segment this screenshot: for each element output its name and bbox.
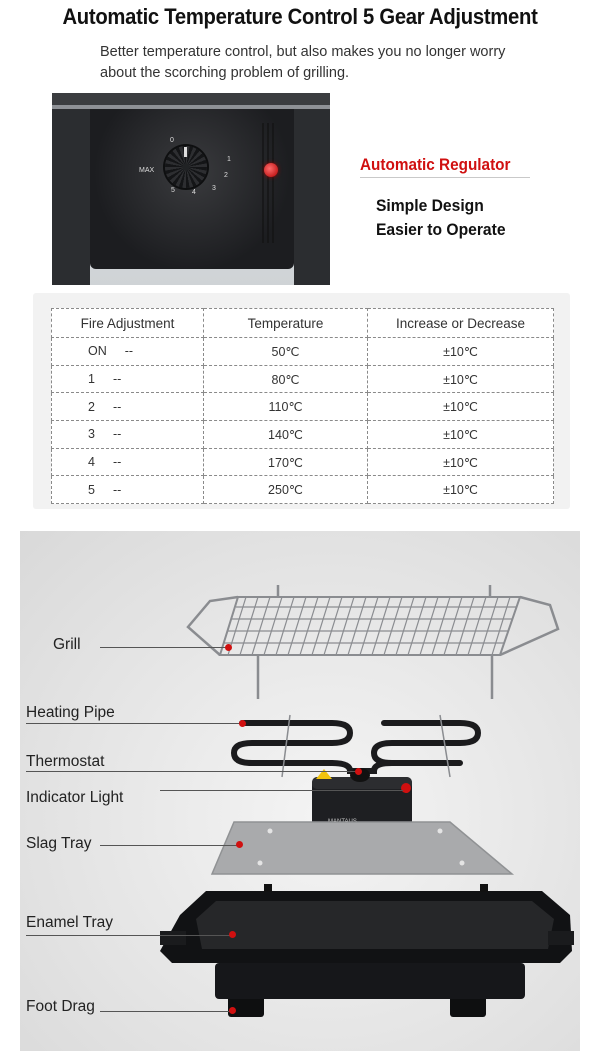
cell-temperature: 50℃ <box>204 338 368 366</box>
cell-delta: ±10℃ <box>368 338 554 366</box>
level-dash: -- <box>112 455 122 470</box>
level-dash: -- <box>112 482 122 497</box>
fire-adjustment-table <box>51 308 554 504</box>
cell-level <box>52 393 204 421</box>
level-value: ON <box>88 344 107 359</box>
label-enamel-tray: Enamel Tray <box>26 914 114 931</box>
marker-slag-tray <box>236 841 243 848</box>
level-dash: -- <box>124 344 134 359</box>
indicator-lamp <box>264 163 278 177</box>
dial-mark-3: 3 <box>212 185 216 192</box>
marker-indicator-light <box>403 786 410 793</box>
label-indicator-light: Indicator Light <box>26 789 124 806</box>
header-fire-adjustment: Fire Adjustment <box>52 309 204 338</box>
foot-drag <box>215 963 525 1017</box>
leader-grill <box>100 647 228 648</box>
grill-rack <box>188 585 558 699</box>
cell-level <box>52 476 204 504</box>
regulator-label: Automatic Regulator <box>360 155 511 174</box>
vent-slots <box>262 123 276 243</box>
tray-left <box>52 109 90 285</box>
marker-thermostat <box>355 768 362 775</box>
table-row <box>52 338 554 366</box>
knob-indicator <box>184 147 187 157</box>
heating-pipe <box>234 723 478 771</box>
table-row <box>52 365 554 393</box>
leader-heating-pipe <box>26 723 242 724</box>
dial-mark-max: MAX <box>139 167 155 174</box>
leader-slag-tray <box>100 845 240 846</box>
table-row <box>52 393 554 421</box>
marker-enamel-tray <box>229 931 236 938</box>
dial-mark-4: 4 <box>192 189 196 196</box>
cell-temperature: 140℃ <box>204 421 368 449</box>
cell-temperature: 250℃ <box>204 476 368 504</box>
cell-temperature: 170℃ <box>204 448 368 476</box>
grill-rail <box>52 93 330 105</box>
dial-mark-5: 5 <box>171 187 175 194</box>
slag-tray <box>212 822 512 874</box>
label-foot-drag: Foot Drag <box>26 998 95 1015</box>
cell-level <box>52 448 204 476</box>
dial-mark-1: 1 <box>227 156 231 163</box>
regulator-underline <box>360 177 530 178</box>
label-heating-pipe: Heating Pipe <box>26 704 115 721</box>
header-increase-decrease: Increase or Decrease <box>368 309 554 338</box>
enamel-tray <box>160 884 574 963</box>
level-dash: -- <box>112 427 122 442</box>
headline: Automatic Temperature Control 5 Gear Adjustment <box>62 4 538 29</box>
cell-delta: ±10℃ <box>368 365 554 393</box>
marker-foot-drag <box>229 1007 236 1014</box>
table-row <box>52 476 554 504</box>
cell-delta: ±10℃ <box>368 448 554 476</box>
leader-indicator-light <box>160 790 406 791</box>
label-thermostat: Thermostat <box>26 753 105 770</box>
level-value: 2 <box>88 399 95 414</box>
cell-temperature: 80℃ <box>204 365 368 393</box>
cell-delta: ±10℃ <box>368 393 554 421</box>
table-row <box>52 421 554 449</box>
dial-mark-2: 2 <box>224 172 228 179</box>
cell-level <box>52 338 204 366</box>
label-grill: Grill <box>53 636 81 653</box>
leader-thermostat <box>26 771 358 772</box>
cell-temperature: 110℃ <box>204 393 368 421</box>
marker-heating-pipe <box>239 720 246 727</box>
leader-foot-drag <box>100 1011 232 1012</box>
intro-text: Better temperature control, but also makes you no longer worry about the scorching problem of grilling. <box>100 44 506 81</box>
level-value: 5 <box>88 482 95 497</box>
design-line-2: Easier to Operate <box>376 220 506 239</box>
level-dash: -- <box>112 399 122 414</box>
cell-delta: ±10℃ <box>368 421 554 449</box>
level-dash: -- <box>112 372 122 387</box>
label-slag-tray: Slag Tray <box>26 835 92 852</box>
cell-level <box>52 421 204 449</box>
design-line-1: Simple Design <box>376 196 484 215</box>
header-temperature: Temperature <box>204 309 368 338</box>
regulator-photo <box>52 93 330 285</box>
level-value: 3 <box>88 427 95 442</box>
marker-grill <box>225 644 232 651</box>
table-row <box>52 448 554 476</box>
level-value: 1 <box>88 372 95 387</box>
dial-mark-0: 0 <box>170 137 174 144</box>
cell-delta: ±10℃ <box>368 476 554 504</box>
leader-enamel-tray <box>26 935 232 936</box>
level-value: 4 <box>88 455 95 470</box>
tray-right <box>294 109 330 285</box>
cell-level <box>52 365 204 393</box>
